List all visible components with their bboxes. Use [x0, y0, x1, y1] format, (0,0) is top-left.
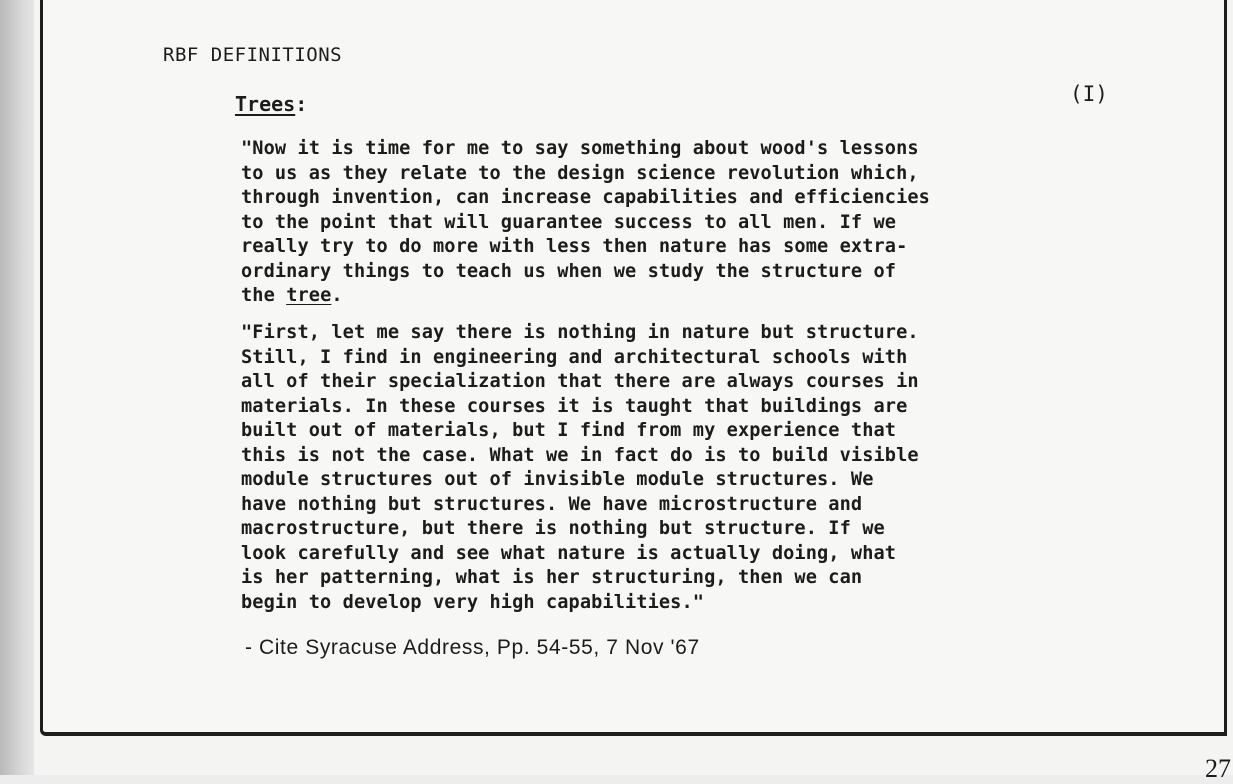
- paragraph-line: all of their specialization that there are always courses in: [241, 371, 919, 392]
- page-number: 27: [1205, 754, 1231, 783]
- subheading-colon: :: [295, 92, 308, 116]
- paragraph-line: ordinary things to teach us when we study the structure of: [241, 260, 897, 282]
- section-tag: (I): [1070, 82, 1108, 106]
- paragraph-line: "First, let me say there is nothing in nature but structure.: [241, 322, 919, 343]
- paragraph-line: module structures out of invisible module structures. We: [241, 469, 874, 490]
- paragraph-last-line: [241, 284, 930, 309]
- paragraph-line: materials. In these courses it is taught that buildings are: [241, 395, 908, 417]
- last-line-prefix: the: [241, 285, 287, 306]
- paragraph-line: really try to do more with less then nature has some extra-: [241, 236, 908, 257]
- citation: - Cite Syracuse Address, Pp. 54-55, 7 Nov '67: [245, 636, 700, 659]
- paragraph-line: to us as they relate to the design science revolution which,: [241, 162, 919, 184]
- subheading-term: Trees: [235, 92, 296, 116]
- underlined-word-tree: tree: [286, 285, 332, 306]
- quote-paragraph-1: [241, 137, 930, 309]
- paragraph-line: have nothing but structures. We have microstructure and: [241, 493, 863, 515]
- paragraph-line: through invention, can increase capabilities and efficiencies: [241, 187, 930, 208]
- document-header: RBF DEFINITIONS: [163, 44, 343, 66]
- quote-paragraph-2: [241, 321, 919, 615]
- paragraph-line: "Now it is time for me to say something about wood's lessons: [241, 138, 919, 159]
- paragraph-line: look carefully and see what nature is actually doing, what: [241, 542, 897, 564]
- paragraph-line: to the point that will guarantee success to all men. If we: [241, 211, 897, 233]
- paragraph-line: this is not the case. What we in fact do is to build visible: [241, 444, 919, 466]
- paragraph-line: Still, I find in engineering and architectural schools with: [241, 346, 908, 368]
- paragraph-line: is her patterning, what is her structuring, then we can: [241, 567, 863, 588]
- binding-shadow: [0, 0, 34, 775]
- paragraph-line: macrostructure, but there is nothing but structure. If we: [241, 518, 885, 539]
- paragraph-line: built out of materials, but I find from my experience that: [241, 420, 897, 441]
- last-line-suffix: .: [331, 285, 343, 306]
- subheading: [235, 92, 307, 116]
- paragraph-line: begin to develop very high capabilities.": [241, 591, 705, 613]
